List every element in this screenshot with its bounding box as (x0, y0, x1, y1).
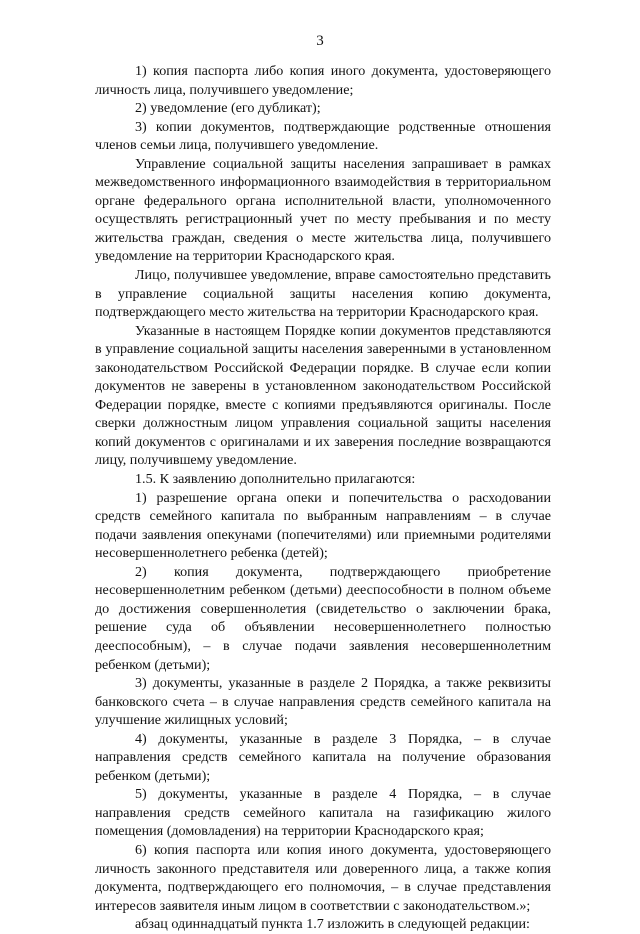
paragraph: 6) копия паспорта или копия иного документа, удостоверяющего личность законного представителя или доверенного лица, а также копия документа, подтверждающего его полномочия, – в случае представления интересов заявителя иным лицом в соответствии с законодательством.»; (95, 841, 551, 914)
paragraph: 1) разрешение органа опеки и попечительства о расходовании средств семейного капитала по выбранным направлениям – в случае подачи заявления опекунами (попечителями) или приемными родителями несовершеннолетнего ребенка (детей); (95, 489, 551, 562)
paragraph: абзац одиннадцатый пункта 1.7 изложить в следующей редакции: (135, 916, 530, 933)
document-body (95, 62, 551, 934)
paragraph: 4) документы, указанные в разделе 3 Порядка, – в случае направления средств семейного капитала на получение образования ребенком (детьми); (95, 730, 551, 784)
paragraph: 2) копия документа, подтверждающего приобретение несовершеннолетним ребенком (детьми) дееспособности в полном объеме до достижения совершеннолетия (свидетельство о заключении брака, решение суда об объявлении несовершеннолетнего полностью дееспособным), – в случае подачи заявления несовершеннолетним ребенком (детьми); (95, 563, 551, 673)
paragraph: 5) документы, указанные в разделе 4 Порядка, – в случае направления средств семейного капитала на газификацию жилого помещения (домовладения) на территории Краснодарского края; (95, 786, 551, 840)
paragraph: 3) документы, указанные в разделе 2 Порядка, а также реквизиты банковского счета – в случае направления средств семейного капитала на улучшение жилищных условий; (95, 675, 551, 729)
paragraph: Лицо, получившее уведомление, вправе самостоятельно представить в управление социальной защиты населения копию документа, подтверждающего место жительства на территории Краснодарского края. (95, 267, 551, 321)
paragraph: Управление социальной защиты населения запрашивает в рамках межведомственного информационного взаимодействия в территориальном органе федерального органа исполнительной власти, уполномоченного осуществлять регистрационный учет по месту пребывания и по месту жительства граждан, сведения о месте жительства лица, получившего уведомление на территории Краснодарского края. (95, 155, 551, 265)
paragraph: Указанные в настоящем Порядке копии документов представляются в управление социальной защиты населения заверенными в установленном законодательством Российской Федерации порядке. В случае если копии документов не заверены в установленном законодательством Российской Федерации порядке, вместе с копиями предъявляются оригиналы. После сверки должностным лицом управления социальной защиты населения копий документов с оригиналами и их заверения последние возвращаются лицу, получившему уведомление. (95, 322, 551, 469)
paragraph: 3) копии документов, подтверждающие родственные отношения членов семьи лица, получившего уведомление. (95, 118, 551, 154)
paragraph: 2) уведомление (его дубликат); (135, 100, 321, 117)
paragraph: 1.5. К заявлению дополнительно прилагаются: (135, 471, 416, 488)
page-number: 3 (316, 33, 324, 49)
paragraph: 1) копия паспорта либо копия иного документа, удостоверяющего личность лица, получившего уведомление; (95, 63, 551, 98)
